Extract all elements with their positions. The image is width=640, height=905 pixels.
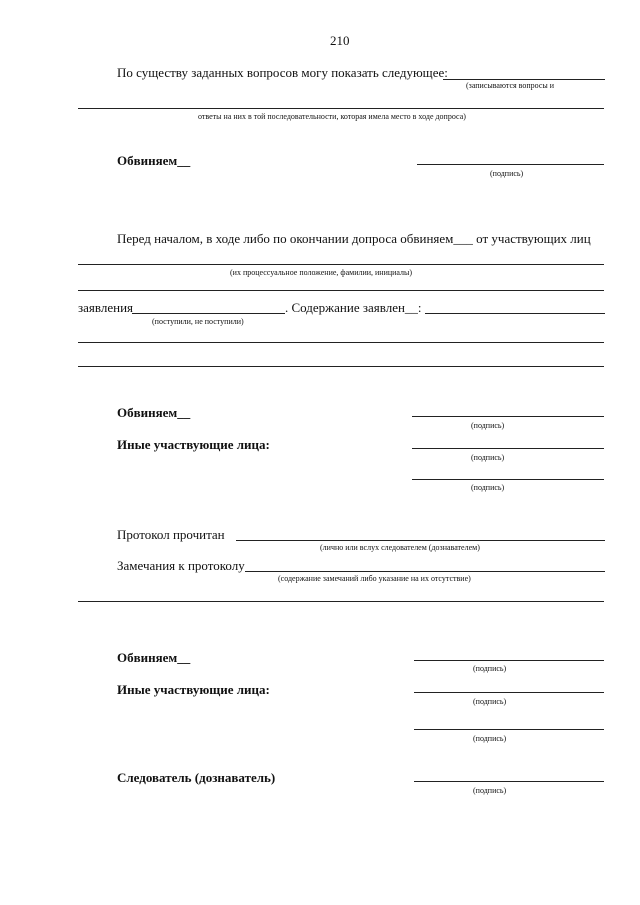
signature-hint: (подпись)	[473, 734, 507, 743]
page-number: 210	[330, 33, 350, 48]
participants-hint: (их процессуальное положение, фамилии, инициалы)	[230, 268, 413, 277]
received-hint: (поступили, не поступили)	[152, 317, 244, 326]
remarks-line-1	[245, 571, 605, 572]
participant-signature-line-2b	[412, 479, 604, 480]
statements-intro: Перед началом, в ходе либо по окончании допроса обвиняем___ от участвующих лиц	[117, 231, 591, 246]
signature-hint: (подпись)	[471, 421, 505, 430]
remarks-label: Замечания к протоколу	[117, 558, 245, 573]
investigator-label: Следователь (дознаватель)	[117, 770, 276, 785]
signature-hint: (подпись)	[473, 664, 507, 673]
statements-content-line-2	[78, 342, 604, 343]
participants-line-2	[78, 290, 604, 291]
questions-answer-line-1	[443, 79, 605, 80]
statements-received-line	[132, 313, 285, 314]
other-participants-label-2: Иные участвующие лица:	[117, 437, 270, 452]
signature-hint: (подпись)	[471, 453, 505, 462]
signature-hint: (подпись)	[490, 169, 524, 178]
remarks-hint: (содержание замечаний либо указание на их отсутствие)	[278, 574, 471, 583]
questions-label: По существу заданных вопросов могу показать следующее:	[117, 65, 448, 80]
participant-signature-line-3b	[414, 729, 604, 730]
accused-signature-line-1	[417, 164, 604, 165]
statements-label: заявления	[78, 300, 134, 315]
signature-hint: (подпись)	[471, 483, 505, 492]
questions-hint-2: ответы на них в той последовательности, которая имела место в ходе допроса)	[198, 112, 466, 121]
statements-content-line-1	[425, 313, 605, 314]
signature-hint: (подпись)	[473, 786, 507, 795]
accused-label-3: Обвиняем__	[117, 650, 191, 665]
investigator-signature-line	[414, 781, 604, 782]
protocol-read-line	[236, 540, 605, 541]
protocol-read-hint: (лично или вслух следователем (дознавателем)	[320, 543, 480, 552]
participant-signature-line-2a	[412, 448, 604, 449]
questions-hint-1: (записываются вопросы и	[466, 81, 555, 90]
participant-signature-line-3a	[414, 692, 604, 693]
protocol-read-label: Протокол прочитан	[117, 527, 225, 542]
statements-content-line-3	[78, 366, 604, 367]
accused-label-1: Обвиняем__	[117, 153, 191, 168]
other-participants-label-3: Иные участвующие лица:	[117, 682, 270, 697]
accused-signature-line-3	[414, 660, 604, 661]
statements-content-label: . Содержание заявлен__:	[285, 300, 422, 315]
participants-line	[78, 264, 604, 265]
questions-answer-line-2	[78, 108, 604, 109]
accused-label-2: Обвиняем__	[117, 405, 191, 420]
signature-hint: (подпись)	[473, 697, 507, 706]
accused-signature-line-2	[412, 416, 604, 417]
remarks-line-2	[78, 601, 604, 602]
